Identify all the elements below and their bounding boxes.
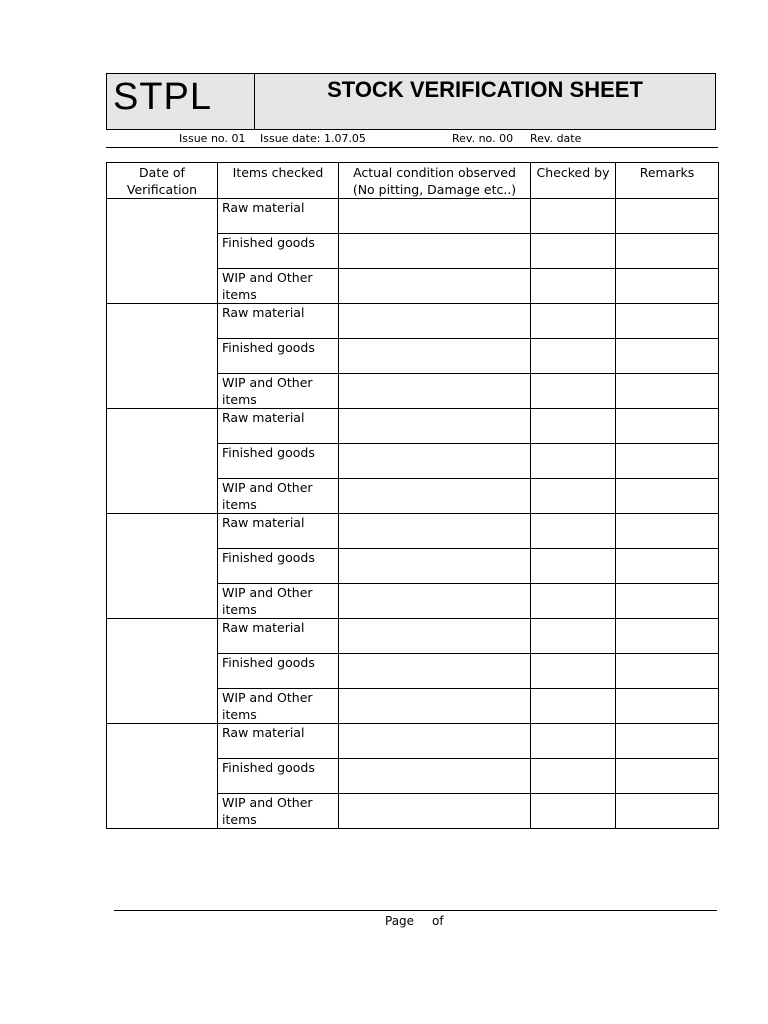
checked-by-cell[interactable] xyxy=(531,794,616,829)
remarks-cell[interactable] xyxy=(616,304,719,339)
date-of-verification-cell[interactable] xyxy=(107,724,218,829)
item-checked-cell: Raw material xyxy=(218,724,339,759)
remarks-cell[interactable] xyxy=(616,619,719,654)
remarks-cell[interactable] xyxy=(616,689,719,724)
item-checked-cell: WIP and Other items xyxy=(218,689,339,724)
item-checked-cell: WIP and Other items xyxy=(218,479,339,514)
item-checked-cell: Raw material xyxy=(218,199,339,234)
item-checked-cell: Raw material xyxy=(218,514,339,549)
checked-by-cell[interactable] xyxy=(531,689,616,724)
condition-observed-cell[interactable] xyxy=(339,724,531,759)
condition-observed-cell[interactable] xyxy=(339,584,531,619)
table-row xyxy=(107,619,719,654)
remarks-cell[interactable] xyxy=(616,654,719,689)
table-row xyxy=(107,724,719,759)
header-actual-condition xyxy=(339,163,531,199)
item-checked-cell: WIP and Other items xyxy=(218,269,339,304)
remarks-cell[interactable] xyxy=(616,374,719,409)
item-checked-cell: Finished goods xyxy=(218,339,339,374)
footer-of-label: of xyxy=(432,914,444,928)
footer-page-label: Page xyxy=(385,914,415,928)
item-checked-cell: Finished goods xyxy=(218,759,339,794)
item-checked-cell: Raw material xyxy=(218,409,339,444)
remarks-cell[interactable] xyxy=(616,584,719,619)
condition-observed-cell[interactable] xyxy=(339,549,531,584)
checked-by-cell[interactable] xyxy=(531,479,616,514)
item-checked-cell: Finished goods xyxy=(218,444,339,479)
condition-observed-cell[interactable] xyxy=(339,234,531,269)
date-of-verification-cell[interactable] xyxy=(107,409,218,514)
condition-observed-cell[interactable] xyxy=(339,444,531,479)
condition-observed-cell[interactable] xyxy=(339,759,531,794)
item-checked-cell: WIP and Other items xyxy=(218,374,339,409)
document-title: STOCK VERIFICATION SHEET xyxy=(327,77,643,102)
revision-date: Rev. date xyxy=(530,132,582,145)
date-of-verification-cell[interactable] xyxy=(107,304,218,409)
checked-by-cell[interactable] xyxy=(531,654,616,689)
checked-by-cell[interactable] xyxy=(531,269,616,304)
company-logo xyxy=(107,74,255,129)
checked-by-cell[interactable] xyxy=(531,304,616,339)
issue-date: Issue date: 1.07.05 xyxy=(260,132,366,145)
verification-table xyxy=(106,162,719,829)
item-checked-cell: Finished goods xyxy=(218,234,339,269)
remarks-cell[interactable] xyxy=(616,409,719,444)
header-condition-line-2: (No pitting, Damage etc..) xyxy=(352,182,517,197)
table-body xyxy=(107,199,719,829)
item-checked-cell: Raw material xyxy=(218,619,339,654)
table-row xyxy=(107,304,719,339)
remarks-cell[interactable] xyxy=(616,269,719,304)
header-date-line-1: Date of xyxy=(139,165,185,180)
checked-by-cell[interactable] xyxy=(531,444,616,479)
checked-by-cell[interactable] xyxy=(531,234,616,269)
remarks-cell[interactable] xyxy=(616,339,719,374)
condition-observed-cell[interactable] xyxy=(339,409,531,444)
condition-observed-cell[interactable] xyxy=(339,199,531,234)
table-row xyxy=(107,199,719,234)
date-of-verification-cell[interactable] xyxy=(107,514,218,619)
remarks-cell[interactable] xyxy=(616,199,719,234)
checked-by-cell[interactable] xyxy=(531,409,616,444)
header-checked-by: Checked by xyxy=(531,163,616,199)
item-checked-cell: Raw material xyxy=(218,304,339,339)
checked-by-cell[interactable] xyxy=(531,339,616,374)
checked-by-cell[interactable] xyxy=(531,584,616,619)
remarks-cell[interactable] xyxy=(616,724,719,759)
issue-divider xyxy=(106,147,718,148)
remarks-cell[interactable] xyxy=(616,234,719,269)
item-checked-cell: WIP and Other items xyxy=(218,794,339,829)
document-header xyxy=(106,73,716,130)
remarks-cell[interactable] xyxy=(616,444,719,479)
item-checked-cell: Finished goods xyxy=(218,549,339,584)
revision-number: Rev. no. 00 xyxy=(452,132,514,145)
header-date-line-2: Verification xyxy=(126,182,198,197)
checked-by-cell[interactable] xyxy=(531,374,616,409)
checked-by-cell[interactable] xyxy=(531,514,616,549)
checked-by-cell[interactable] xyxy=(531,199,616,234)
date-of-verification-cell[interactable] xyxy=(107,199,218,304)
checked-by-cell[interactable] xyxy=(531,724,616,759)
logo-text: STPL xyxy=(113,76,213,118)
issue-number: Issue no. 01 xyxy=(179,132,246,145)
condition-observed-cell[interactable] xyxy=(339,374,531,409)
checked-by-cell[interactable] xyxy=(531,619,616,654)
footer-divider xyxy=(114,910,717,911)
remarks-cell[interactable] xyxy=(616,479,719,514)
table-row xyxy=(107,514,719,549)
remarks-cell[interactable] xyxy=(616,514,719,549)
condition-observed-cell[interactable] xyxy=(339,479,531,514)
remarks-cell[interactable] xyxy=(616,549,719,584)
condition-observed-cell[interactable] xyxy=(339,514,531,549)
header-condition-line-1: Actual condition observed xyxy=(353,165,516,180)
condition-observed-cell[interactable] xyxy=(339,304,531,339)
header-items-checked: Items checked xyxy=(218,163,339,199)
checked-by-cell[interactable] xyxy=(531,759,616,794)
table-header-row xyxy=(107,163,719,199)
header-date-of-verification xyxy=(107,163,218,199)
checked-by-cell[interactable] xyxy=(531,549,616,584)
item-checked-cell: WIP and Other items xyxy=(218,584,339,619)
header-remarks: Remarks xyxy=(616,163,719,199)
table-row xyxy=(107,409,719,444)
item-checked-cell: Finished goods xyxy=(218,654,339,689)
condition-observed-cell[interactable] xyxy=(339,619,531,654)
condition-observed-cell[interactable] xyxy=(339,794,531,829)
condition-observed-cell[interactable] xyxy=(339,654,531,689)
condition-observed-cell[interactable] xyxy=(339,269,531,304)
condition-observed-cell[interactable] xyxy=(339,339,531,374)
remarks-cell[interactable] xyxy=(616,794,719,829)
condition-observed-cell[interactable] xyxy=(339,689,531,724)
date-of-verification-cell[interactable] xyxy=(107,619,218,724)
remarks-cell[interactable] xyxy=(616,759,719,794)
